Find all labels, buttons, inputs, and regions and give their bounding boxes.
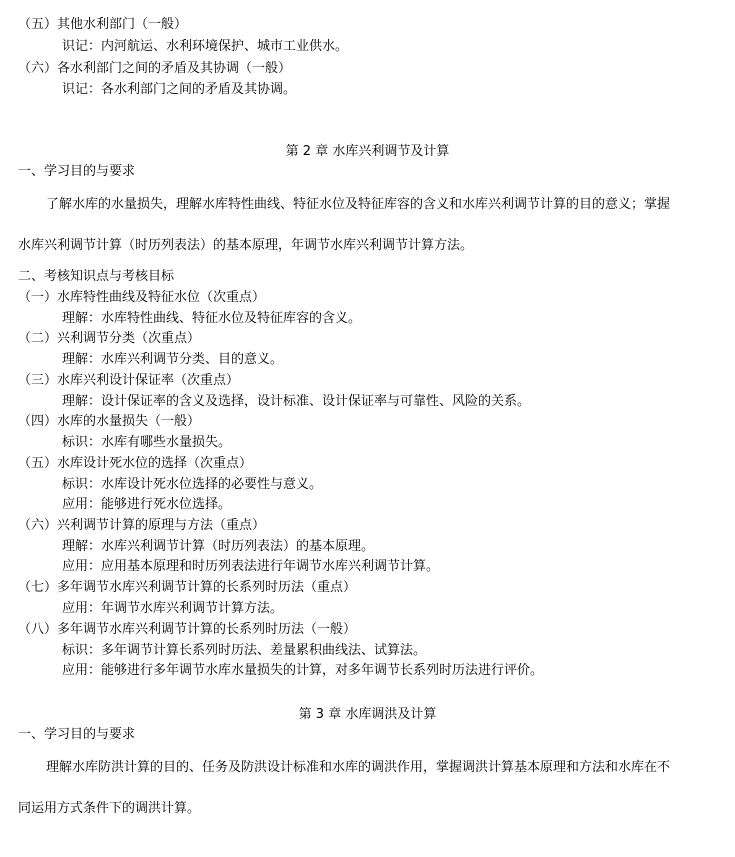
item-detail: 应用：能够进行死水位选择。 [62,497,232,512]
goals-paragraph-line: 同运用方式条件下的调洪计算。 [18,801,201,816]
chapter-3-title: 第 3 章 水库调洪及计算 [298,707,437,722]
section-title: （六）各水利部门之间的矛盾及其协调（一般） [18,61,292,76]
item-title: （八）多年调节水库兴利调节计算的长系列时历法（一般） [18,622,357,637]
item-detail: 应用：应用基本原理和时历列表法进行年调节水库兴利调节计算。 [62,559,440,574]
item-title: （五）水库设计死水位的选择（次重点） [18,456,253,471]
section-title: （五）其他水利部门（一般） [18,17,188,32]
goals-heading: 一、学习目的与要求 [18,164,136,179]
goals-paragraph-line: 理解水库防洪计算的目的、任务及防洪设计标准和水库的调洪作用，掌握调洪计算基本原理和方法和水库在不 [46,760,671,775]
item-detail: 标识：水库设计死水位选择的必要性与意义。 [62,477,323,492]
chapter-2-title: 第 2 章 水库兴利调节及计算 [285,144,450,159]
section-detail: 识记：内河航运、水利环境保护、城市工业供水。 [62,39,349,54]
item-detail: 标识：水库有哪些水量损失。 [62,435,232,450]
item-title: （三）水库兴利设计保证率（次重点） [18,373,240,388]
item-detail: 理解：水库兴利调节分类、目的意义。 [62,352,284,367]
item-title: （六）兴利调节计算的原理与方法（重点） [18,518,266,533]
item-title: （一）水库特性曲线及特征水位（次重点） [18,290,266,305]
section-detail: 识记：各水利部门之间的矛盾及其协调。 [62,82,297,97]
item-detail: 应用：年调节水库兴利调节计算方法。 [62,601,284,616]
item-detail: 理解：水库特性曲线、特征水位及特征库容的含义。 [62,311,362,326]
goals-heading: 一、学习目的与要求 [18,727,136,742]
item-detail: 理解：设计保证率的含义及选择，设计标准、设计保证率与可靠性、风险的关系。 [62,394,531,409]
exam-heading: 二、考核知识点与考核目标 [18,269,175,284]
item-title: （二）兴利调节分类（次重点） [18,331,201,346]
item-detail: 应用：能够进行多年调节水库水量损失的计算，对多年调节长系列时历法进行评价。 [62,663,544,678]
item-detail: 理解：水库兴利调节计算（时历列表法）的基本原理。 [62,539,375,554]
item-title: （四）水库的水量损失（一般） [18,414,201,429]
goals-paragraph-line: 了解水库的水量损失，理解水库特性曲线、特征水位及特征库容的含义和水库兴利调节计算的目的意义；掌握 [46,197,671,212]
goals-paragraph-line: 水库兴利调节计算（时历列表法）的基本原理，年调节水库兴利调节计算方法。 [18,238,474,253]
item-detail: 标识：多年调节计算长系列时历法、差量累积曲线法、试算法。 [62,643,427,658]
item-title: （七）多年调节水库兴利调节计算的长系列时历法（重点） [18,580,357,595]
